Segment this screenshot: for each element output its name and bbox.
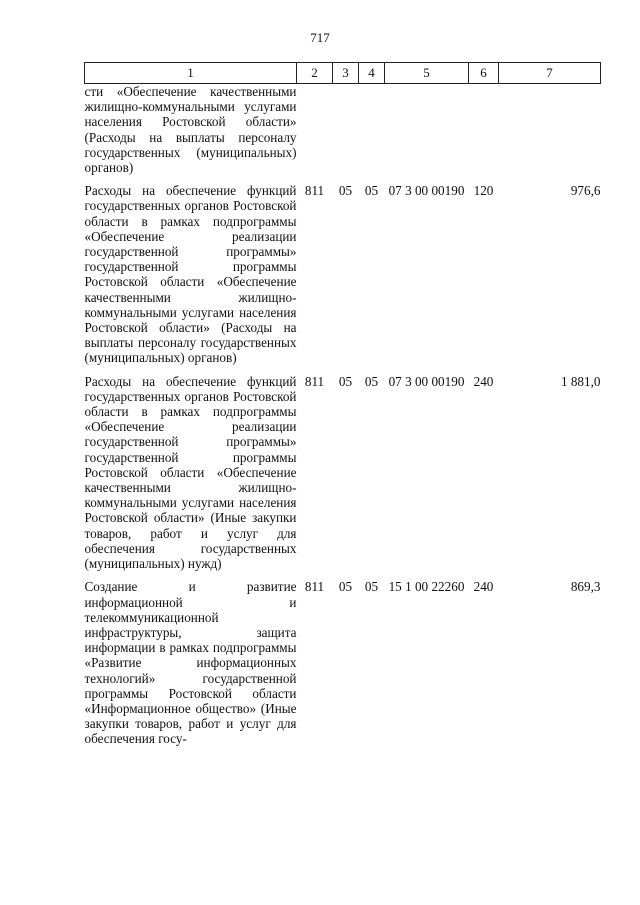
col-admin	[297, 84, 333, 176]
col-amount: 869,3	[570, 579, 601, 595]
col-section	[333, 84, 359, 176]
col-admin: 811	[304, 373, 325, 389]
col-subsection: 05	[364, 579, 379, 595]
col-section: 05	[338, 373, 353, 389]
page-number: 717	[310, 30, 330, 45]
table-row	[85, 366, 601, 572]
row-description: сти «Обеспечение качественными жилищно-коммунальными услугами населения Ростовской области» (Расходы на выплаты персоналу государственных (муниципальных) органов)	[84, 84, 297, 176]
col-expense-type: 240	[473, 579, 494, 595]
table-row	[85, 84, 601, 176]
header-col-7: 7	[499, 63, 601, 84]
col-target-article: 15 1 00 22260	[388, 579, 465, 595]
col-target-article	[385, 84, 469, 176]
header-col-6: 6	[469, 63, 499, 84]
table-row	[85, 175, 601, 365]
col-admin: 811	[304, 183, 325, 199]
row-description: Расходы на обеспечение функций государственных органов Ростовской области в рамках подпрограммы «Обеспечение реализации государственной программы» государственной программы Ростовской области «Обеспечение качественными жилищно-коммунальными услугами населения Ростовской области» (Расходы на выплаты персоналу государственных (муниципальных) органов)	[84, 183, 297, 366]
col-expense-type	[469, 84, 499, 176]
col-subsection: 05	[364, 373, 379, 389]
col-amount	[499, 84, 601, 176]
col-amount: 1 881,0	[560, 373, 601, 389]
col-subsection: 05	[364, 183, 379, 199]
header-col-2: 2	[297, 63, 333, 84]
header-col-5: 5	[385, 63, 469, 84]
row-description: Создание и развитие информационной и телекоммуникационной инфраструктуры, защита информации в рамках подпрограммы «Развитие информационных технологий» государственной программы Ростовской области «Информационное общество» (Иные закупки товаров, работ и услуг для обеспечения госу-	[84, 579, 297, 747]
col-admin: 811	[304, 579, 325, 595]
row-description: Расходы на обеспечение функций государственных органов Ростовской области в рамках подпрограммы «Обеспечение реализации государственной программы» государственной программы Ростовской области «Обеспечение качественными жилищно-коммунальными услугами населения Ростовской области» (Иные закупки товаров, работ и услуг для обеспечения государственных (муниципальных) нужд)	[84, 373, 297, 572]
table-row	[85, 571, 601, 746]
header-col-3: 3	[333, 63, 359, 84]
col-section: 05	[338, 579, 353, 595]
col-subsection	[359, 84, 385, 176]
header-col-1: 1	[85, 63, 297, 84]
col-target-article: 07 3 00 00190	[388, 373, 465, 389]
col-expense-type: 240	[473, 373, 494, 389]
budget-table	[84, 62, 601, 747]
header-row	[85, 63, 601, 84]
col-target-article: 07 3 00 00190	[388, 183, 465, 199]
col-expense-type: 120	[473, 183, 494, 199]
header-col-4: 4	[359, 63, 385, 84]
col-section: 05	[338, 183, 353, 199]
col-amount: 976,6	[570, 183, 601, 199]
